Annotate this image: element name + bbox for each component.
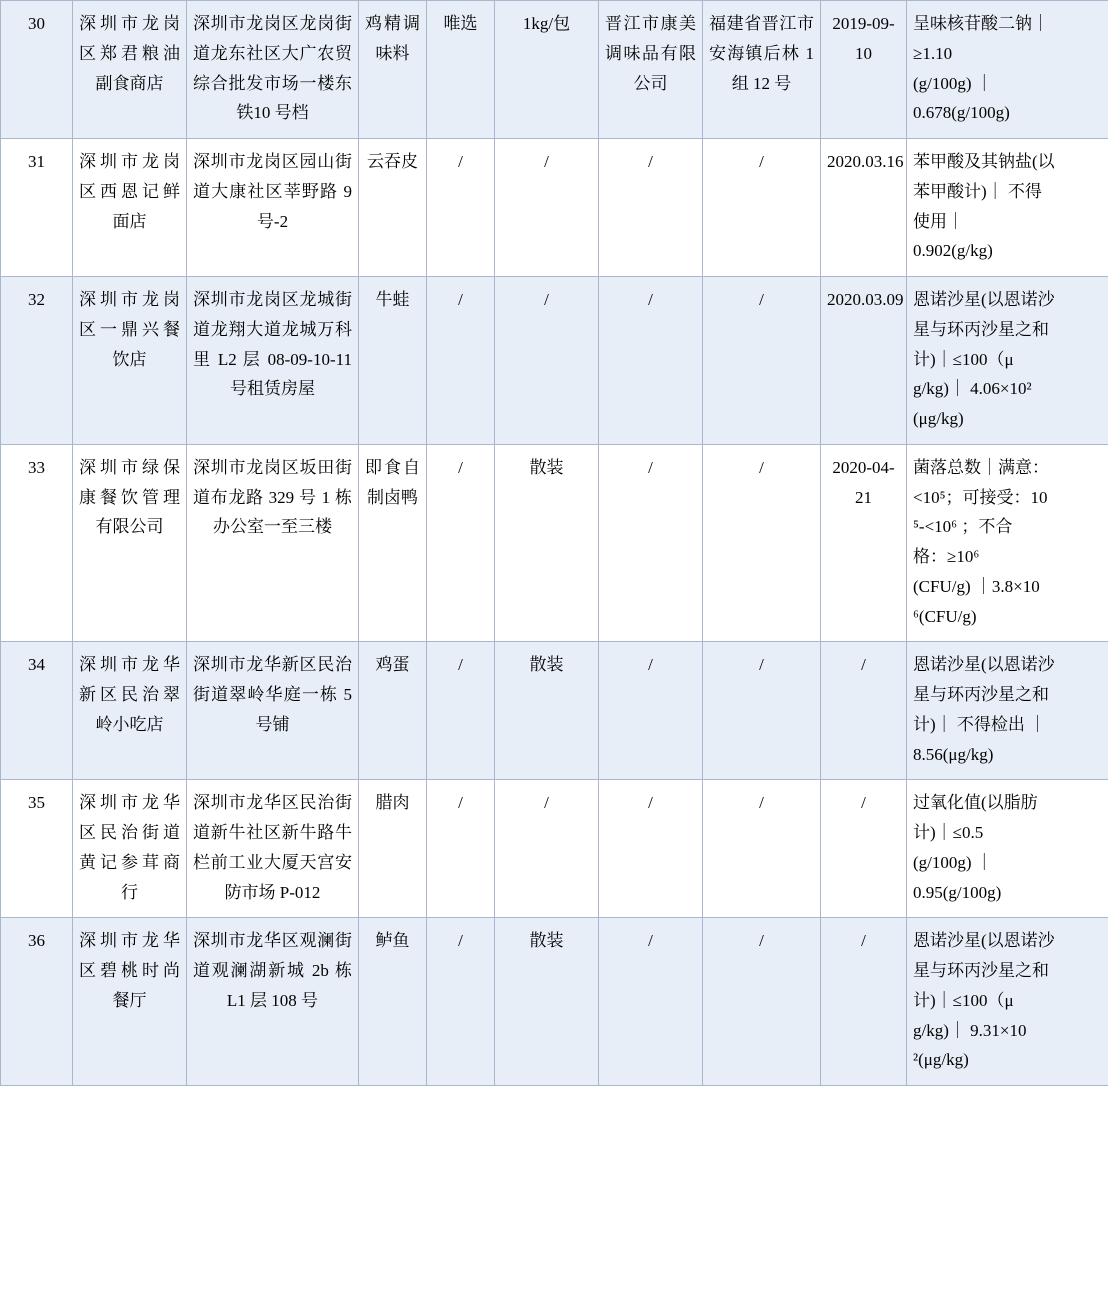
cell-spec-model: / [427,642,495,780]
table-row [1,444,1108,642]
cell-package-spec: / [495,139,599,277]
cell-producer-name: / [599,444,703,642]
cell-package-spec: / [495,780,599,918]
cell-unit-name: 深圳市龙岗区一鼎兴餐饮店 [73,277,187,445]
cell-food-name: 鲈鱼 [359,918,427,1086]
cell-unit-name: 深圳市龙岗区西恩记鲜面店 [73,139,187,277]
cell-unit-address: 深圳市龙岗区园山街道大康社区莘野路 9 号-2 [187,139,359,277]
cell-index: 31 [1,139,73,277]
cell-spec-model: / [427,139,495,277]
cell-result: 呈味核苷酸二钠｜ ≥1.10 (g/100g) ｜ 0.678(g/100g) [907,1,1108,139]
cell-unit-address: 深圳市龙岗区坂田街道布龙路 329 号 1 栋办公室一至三楼 [187,444,359,642]
cell-unit-address: 深圳市龙华区民治街道新牛社区新牛路牛栏前工业大厦天宫安防市场 P‐012 [187,780,359,918]
cell-production-date: 2020.03.09 [821,277,907,445]
cell-producer-address: / [703,918,821,1086]
cell-spec-model: / [427,780,495,918]
cell-producer-name: / [599,139,703,277]
cell-food-name: 鸡蛋 [359,642,427,780]
cell-result: 菌落总数｜满意： <10⁵；可接受：10 ⁵-<10⁶ ；不合 格：≥10⁶ (CFU/g) ｜3.8×10 ⁶(CFU/g) [907,444,1108,642]
cell-spec-model: / [427,444,495,642]
cell-result: 恩诺沙星(以恩诺沙 星与环丙沙星之和 计)｜≤100（μ g/kg)｜ 9.31×10 ²(μg/kg) [907,918,1108,1086]
table-row [1,277,1108,445]
cell-index: 33 [1,444,73,642]
cell-producer-name: / [599,277,703,445]
table-row [1,780,1108,918]
cell-result: 苯甲酸及其钠盐(以 苯甲酸计)｜ 不得 使用｜ 0.902(g/kg) [907,139,1108,277]
cell-package-spec: / [495,277,599,445]
cell-producer-address: / [703,139,821,277]
table-row [1,1,1108,139]
cell-food-name: 腊肉 [359,780,427,918]
cell-unit-name: 深圳市龙华区民治街道黄记参茸商行 [73,780,187,918]
cell-production-date: 2019-09-10 [821,1,907,139]
cell-producer-address: / [703,444,821,642]
cell-spec-model: / [427,277,495,445]
cell-package-spec: 散装 [495,444,599,642]
table-row [1,139,1108,277]
cell-unit-address: 深圳市龙岗区龙岗街道龙东社区大广农贸综合批发市场一楼东铁10 号档 [187,1,359,139]
cell-unit-address: 深圳市龙华新区民治街道翠岭华庭一栋 5 号铺 [187,642,359,780]
cell-producer-name: / [599,780,703,918]
cell-production-date: / [821,780,907,918]
cell-package-spec: 1kg/包 [495,1,599,139]
cell-food-name: 即食自制卤鸭 [359,444,427,642]
cell-unit-name: 深圳市绿保康餐饮管理有限公司 [73,444,187,642]
cell-index: 32 [1,277,73,445]
cell-production-date: 2020.03.16 [821,139,907,277]
cell-food-name: 牛蛙 [359,277,427,445]
cell-producer-address: / [703,780,821,918]
cell-index: 30 [1,1,73,139]
cell-production-date: / [821,642,907,780]
cell-index: 34 [1,642,73,780]
cell-producer-name: / [599,918,703,1086]
cell-producer-name: / [599,642,703,780]
cell-production-date: 2020-04-21 [821,444,907,642]
table-row [1,918,1108,1086]
table-body [1,1,1108,1086]
cell-food-name: 鸡精调味料 [359,1,427,139]
cell-unit-name: 深圳市龙岗区郑君粮油副食商店 [73,1,187,139]
cell-unit-address: 深圳市龙华区观澜街道观澜湖新城 2b 栋 L1 层 108 号 [187,918,359,1086]
cell-unit-name: 深圳市龙华区碧桃时尚餐厅 [73,918,187,1086]
cell-producer-name: 晋江市康美调味品有限公司 [599,1,703,139]
cell-production-date: / [821,918,907,1086]
cell-unit-address: 深圳市龙岗区龙城街道龙翔大道龙城万科里 L2 层 08-09-10-11 号租赁房屋 [187,277,359,445]
table-row [1,642,1108,780]
cell-index: 35 [1,780,73,918]
cell-result: 恩诺沙星(以恩诺沙 星与环丙沙星之和 计)｜≤100（μ g/kg)｜ 4.06×10² (μg/kg) [907,277,1108,445]
cell-package-spec: 散装 [495,642,599,780]
cell-unit-name: 深圳市龙华新区民治翠岭小吃店 [73,642,187,780]
cell-producer-address: / [703,277,821,445]
cell-spec-model: / [427,918,495,1086]
cell-producer-address: 福建省晋江市安海镇后林 1 组 12 号 [703,1,821,139]
cell-result: 过氧化值(以脂肪 计)｜≤0.5 (g/100g) ｜ 0.95(g/100g) [907,780,1108,918]
cell-spec-model: 唯选 [427,1,495,139]
cell-food-name: 云吞皮 [359,139,427,277]
cell-result: 恩诺沙星(以恩诺沙 星与环丙沙星之和 计)｜ 不得检出 ｜ 8.56(μg/kg) [907,642,1108,780]
cell-package-spec: 散装 [495,918,599,1086]
cell-producer-address: / [703,642,821,780]
cell-index: 36 [1,918,73,1086]
